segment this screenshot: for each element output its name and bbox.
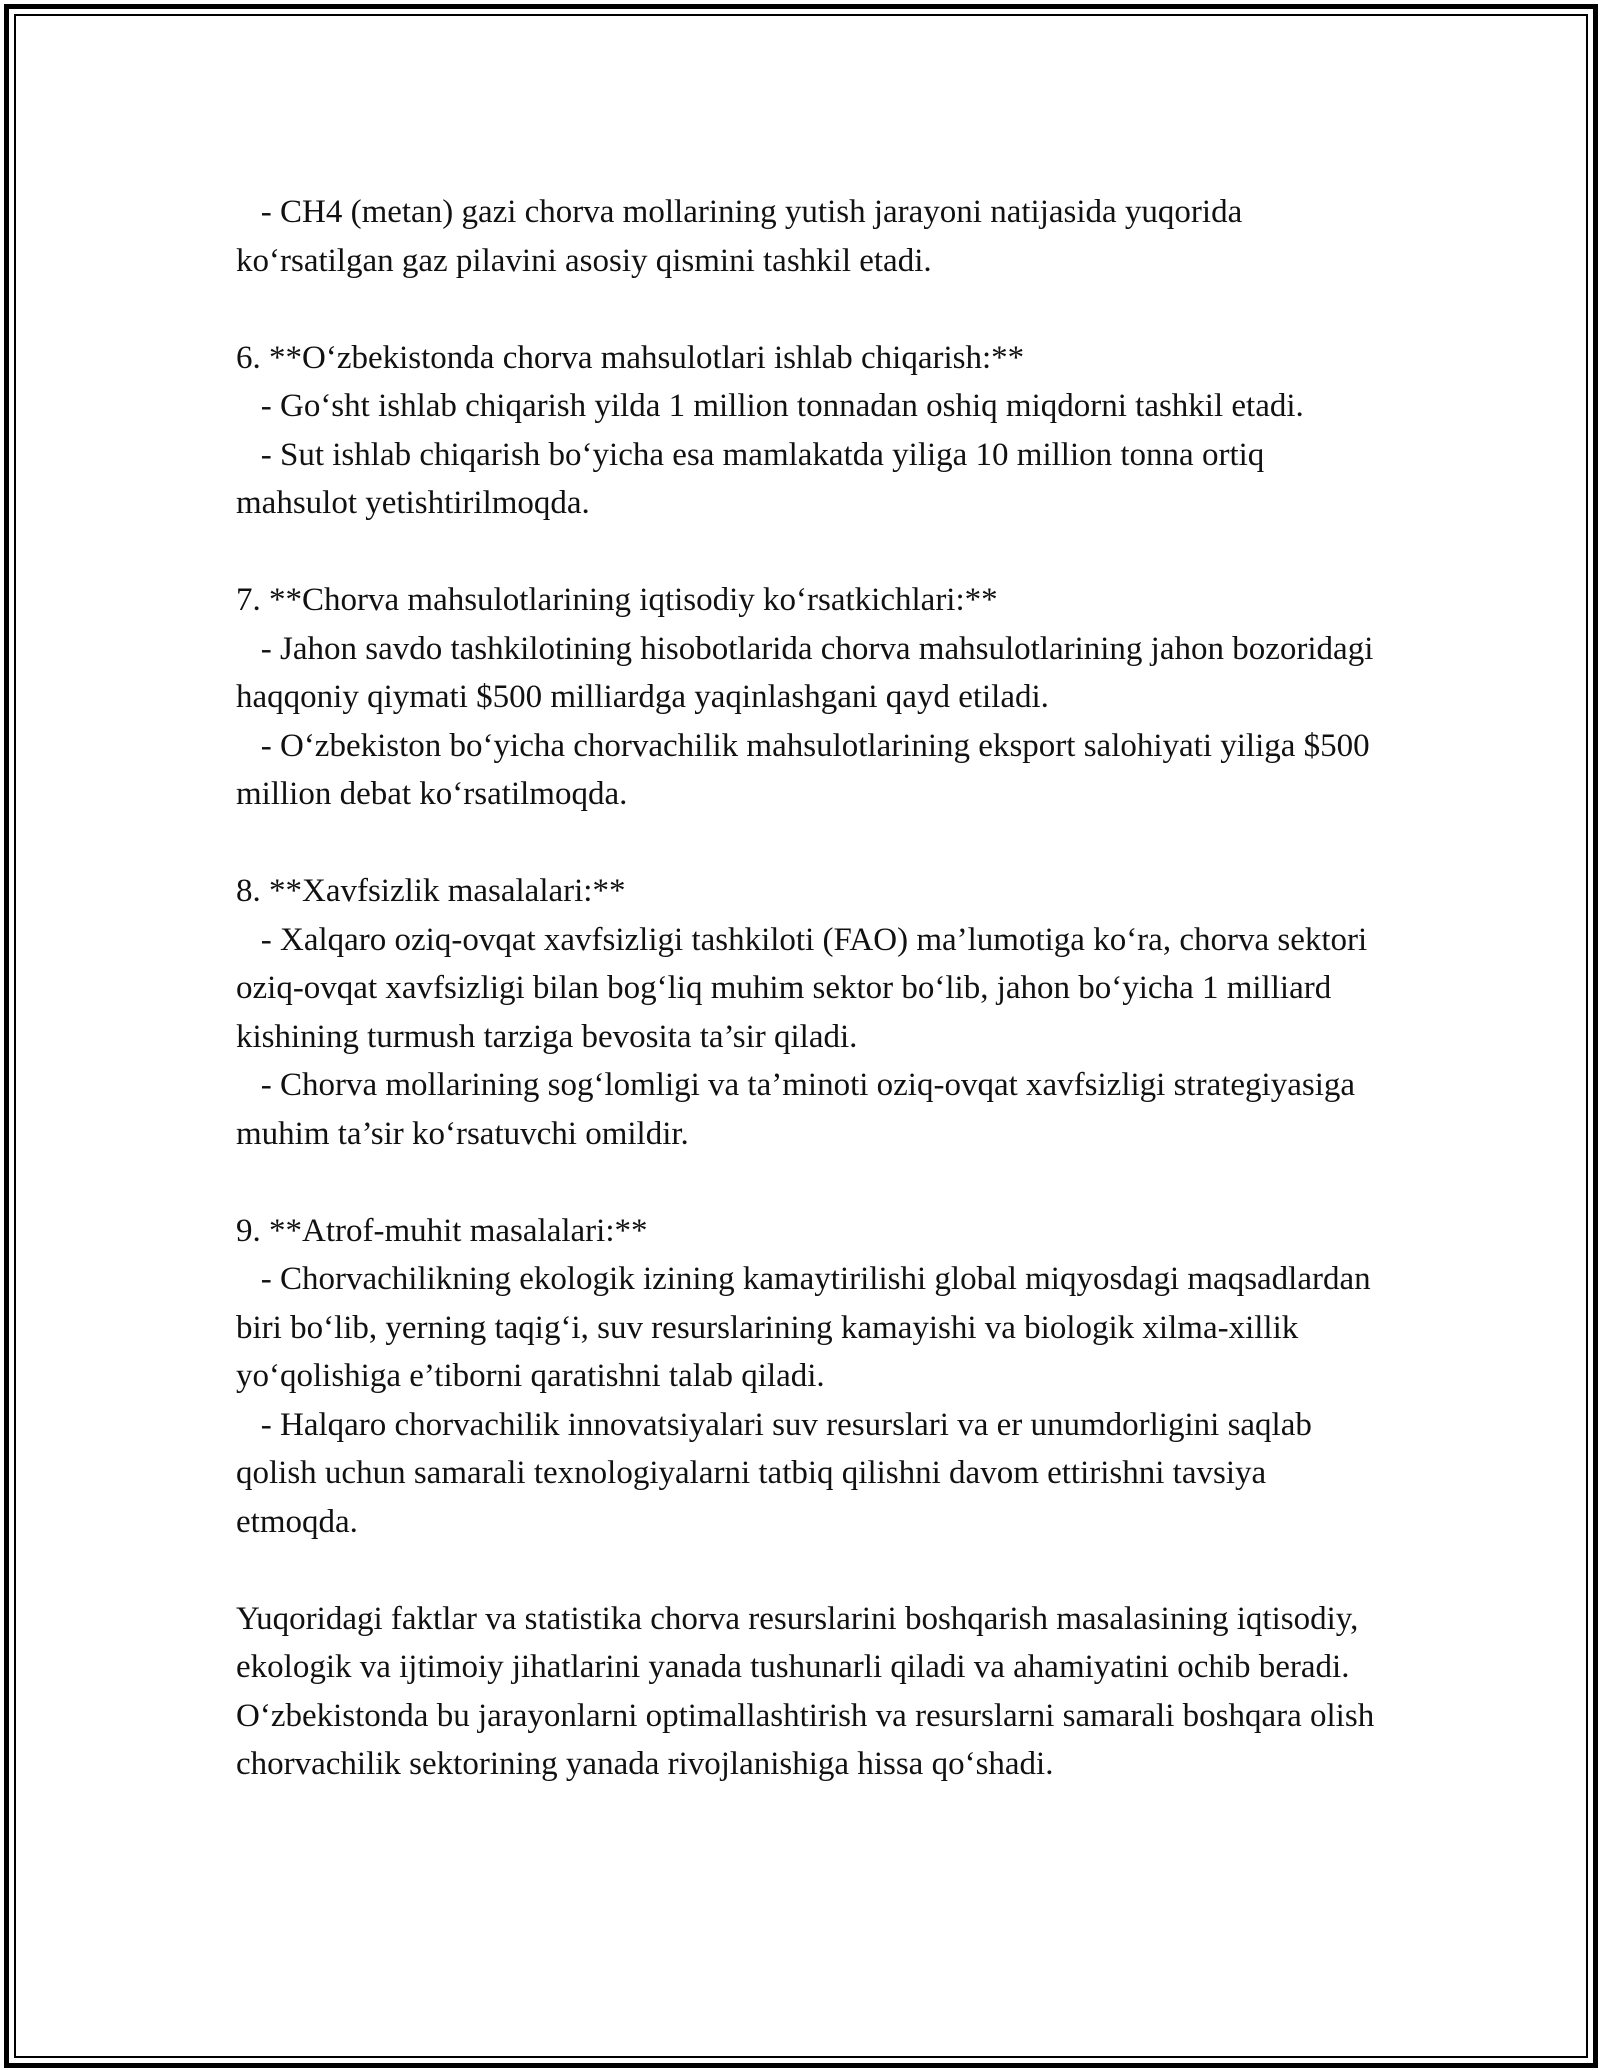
document-body — [236, 188, 1386, 1789]
section6-heading: 6. **O‘zbekistonda chorva mahsulotlari ishlab chiqarish:** — [236, 339, 1025, 376]
section6-bullet-2: - Sut ishlab chiqarish bo‘yicha esa mamlakatda yiliga 10 million tonna ortiq mahsulot yetishtirilmoqda. — [236, 436, 1273, 521]
section7-bullet-1: - Jahon savdo tashkilotining hisobotlarida chorva mahsulotlarining jahon bozoridagi haqqoniy qiymati $500 milliardga yaqinlashgani qayd etiladi. — [236, 630, 1382, 715]
section9-heading: 9. **Atrof-muhit masalalari:** — [236, 1212, 648, 1249]
paragraph-gap — [236, 528, 1386, 577]
section7-heading: 7. **Chorva mahsulotlarining iqtisodiy ko‘rsatkichlari:** — [236, 582, 998, 618]
section9-bullet-1: - Chorvachilikning ekologik izining kamaytirilishi global miqyosdagi maqsadlardan biri bo‘lib, yerning taqig‘i, suv resurslarining kamayishi va biologik xilma-xillik yo‘qolishiga e’tiborni qaratishni talab qiladi. — [236, 1261, 1379, 1394]
section5-bullet-1: - CH4 (metan) gazi chorva mollarining yutish jarayoni natijasida yuqorida ko‘rsatilgan gaz pilavini asosiy qismini tashkil etadi. — [236, 194, 1251, 279]
section9-bullet-2: - Halqaro chorvachilik innovatsiyalari suv resurslari va er unumdorligini saqlab qolish uchun samarali texnologiyalarni tatbiq qilishni davom ettirishni tavsiya etmoqda. — [236, 1406, 1321, 1540]
section6-bullet-1: - Go‘sht ishlab chiqarish yilda 1 million tonnadan oshiq miqdorni tashkil etadi. — [236, 388, 1304, 424]
section8-bullet-1: - Xalqaro oziq-ovqat xavfsizligi tashkiloti (FAO) ma’lumotiga ko‘ra, chorva sektori oziq-ovqat xavfsizligi bilan bog‘liq muhim sektor bo‘lib, jahon bo‘yicha 1 milliard kishining turmush tarziga bevosita ta’sir qiladi. — [236, 921, 1376, 1055]
section7-bullet-2: - O‘zbekiston bo‘yicha chorvachilik mahsulotlarining eksport salohiyati yiliga $500 million debat ko‘rsatilmoqda. — [236, 727, 1378, 812]
conclusion-paragraph: Yuqoridagi faktlar va statistika chorva resurslarini boshqarish masalasining iqtisodiy, ekologik va ijtimoiy jihatlarini yanada tushunarli qiladi va ahamiyatini ochib beradi. O‘zbekistonda bu jarayonlarni optimallashtirish va resurslarni samarali boshqara olish chorvachilik sektorining yanada rivojlanishiga hissa qo‘shadi. — [236, 1600, 1383, 1782]
section8-heading: 8. **Xavfsizlik masalalari:** — [236, 873, 626, 909]
paragraph-gap — [236, 819, 1386, 868]
section8-bullet-2: - Chorva mollarining sog‘lomligi va ta’minoti oziq-ovqat xavfsizligi strategiyasiga muhim ta’sir ko‘rsatuvchi omildir. — [236, 1067, 1364, 1152]
paragraph-gap — [236, 285, 1386, 334]
paragraph-gap — [236, 1546, 1386, 1595]
paragraph-gap — [236, 1158, 1386, 1207]
